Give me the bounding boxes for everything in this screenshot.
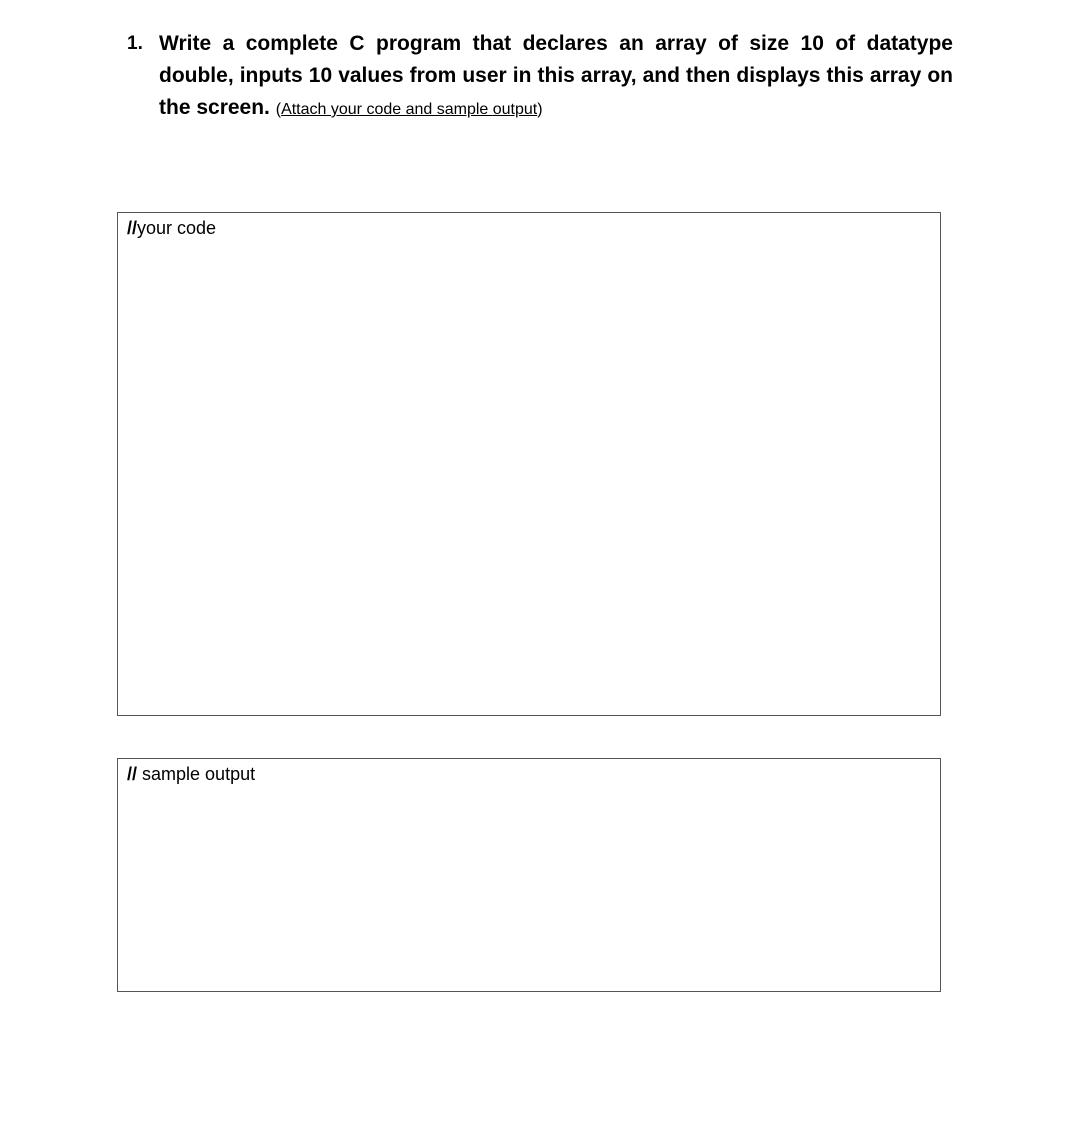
code-label-text: your code [137,218,217,238]
output-label-text: sample output [137,764,256,784]
question-1 [127,28,953,126]
output-comment-slashes: // [127,764,138,784]
note-open-paren: ( [275,101,282,118]
question-text-block [159,28,953,126]
question-number: 1. [127,33,143,54]
code-comment-slashes: // [127,218,138,238]
output-input-area[interactable] [118,787,940,991]
note-instruction: Attach your code and sample output [281,101,538,118]
question-text: Write a complete C program that declares an array of size 10 of datatype double, inputs 10 values from user in this array, and then displays this array on the screen. [159,32,953,119]
output-answer-box[interactable] [117,758,941,992]
note-close-paren: ) [537,101,543,118]
code-box-label [127,217,216,239]
code-input-area[interactable] [118,241,940,715]
output-box-label [127,763,255,785]
code-answer-box[interactable] [117,212,941,716]
question-note [276,101,543,118]
